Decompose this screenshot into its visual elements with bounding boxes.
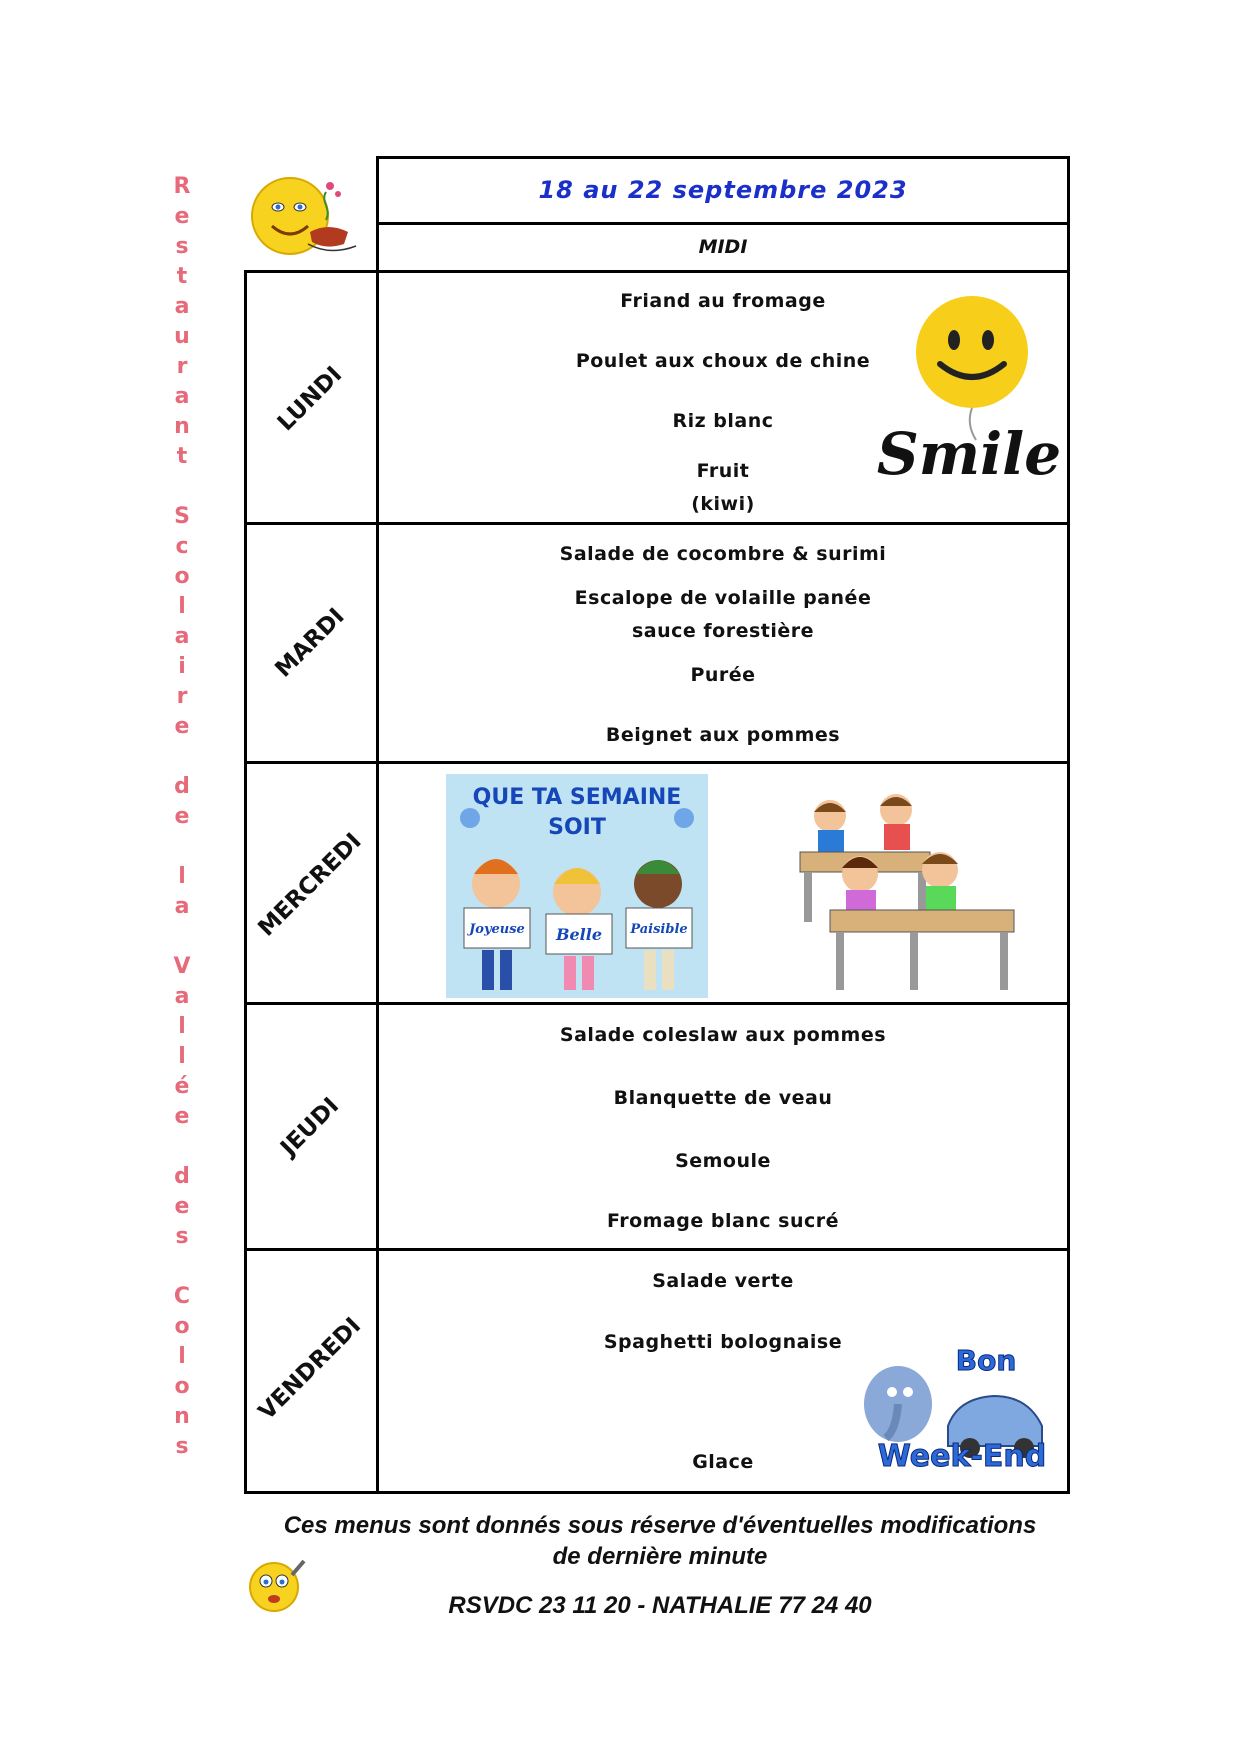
- day-tuesday: MARDI: [270, 603, 350, 683]
- smiley-flower-icon: [248, 172, 373, 262]
- dish: (kiwi): [691, 493, 755, 515]
- smile-text: Smile: [876, 420, 1062, 488]
- day-friday: VENDREDI: [253, 1312, 367, 1426]
- dish: Riz blanc: [672, 410, 774, 432]
- side-title-letter: l: [178, 1014, 186, 1039]
- side-title-letter: a: [174, 384, 190, 409]
- svg-text:SOIT: SOIT: [548, 815, 606, 840]
- dish: Spaghetti bolognaise: [603, 1331, 843, 1353]
- day-wednesday: MERCREDI: [253, 828, 367, 942]
- side-title-gap: [168, 922, 196, 952]
- side-title-letter: n: [174, 414, 190, 439]
- svg-text:Belle: Belle: [555, 925, 603, 944]
- dish: Glace: [692, 1451, 754, 1473]
- side-title-letter: n: [174, 1404, 190, 1429]
- side-title: [168, 172, 196, 1462]
- dish: Friand au fromage: [620, 290, 826, 312]
- side-title-letter: e: [174, 714, 190, 739]
- side-title-letter: s: [175, 1224, 189, 1249]
- side-title-letter: d: [174, 1164, 190, 1189]
- side-title-letter: e: [174, 204, 190, 229]
- dish: Salade verte: [652, 1270, 794, 1292]
- dish: Semoule: [675, 1150, 771, 1172]
- side-title-gap: [168, 832, 196, 862]
- side-title-gap: [168, 1132, 196, 1162]
- svg-text:Week-End: Week-End: [877, 1439, 1047, 1474]
- side-title-letter: t: [176, 264, 188, 289]
- side-title-letter: s: [175, 1434, 189, 1459]
- side-title-gap: [168, 1252, 196, 1282]
- dish: Escalope de volaille panée: [574, 587, 872, 609]
- side-title-letter: R: [173, 174, 191, 199]
- contact-line: RSVDC 23 11 20 - NATHALIE 77 24 40: [448, 1592, 872, 1619]
- side-title-letter: l: [178, 1044, 186, 1069]
- dish: Fromage blanc sucré: [606, 1210, 840, 1232]
- side-title-letter: r: [176, 684, 188, 709]
- side-title-gap: [168, 742, 196, 772]
- side-title-letter: a: [174, 294, 190, 319]
- side-title-letter: t: [176, 444, 188, 469]
- side-title-letter: a: [174, 624, 190, 649]
- dish: Blanquette de veau: [613, 1087, 833, 1109]
- day-monday: LUNDI: [272, 361, 348, 437]
- classroom-kids-image: [790, 782, 1016, 996]
- dish: Beignet aux pommes: [605, 724, 841, 746]
- side-title-letter: é: [174, 1074, 190, 1099]
- side-title-letter: i: [178, 654, 186, 679]
- side-title-letter: e: [174, 1194, 190, 1219]
- side-title-letter: l: [178, 864, 186, 889]
- side-title-letter: l: [178, 594, 186, 619]
- dish: Salade coleslaw aux pommes: [559, 1024, 887, 1046]
- side-title-letter: r: [176, 354, 188, 379]
- service-label: MIDI: [698, 236, 748, 258]
- dish: Fruit: [696, 460, 750, 482]
- side-title-letter: e: [174, 1104, 190, 1129]
- side-title-letter: e: [174, 804, 190, 829]
- svg-text:Joyeuse: Joyeuse: [469, 922, 525, 937]
- svg-text:QUE TA SEMAINE: QUE TA SEMAINE: [472, 785, 682, 810]
- disclaimer-line-1: Ces menus sont donnés sous réserve d'éventuelles modifications: [283, 1512, 1037, 1539]
- side-title-letter: a: [174, 894, 190, 919]
- side-title-letter: a: [174, 984, 190, 1009]
- day-thursday: JEUDI: [275, 1092, 345, 1162]
- side-title-letter: c: [175, 534, 189, 559]
- side-title-letter: V: [173, 954, 191, 979]
- date-range: 18 au 22 septembre 2023: [538, 176, 908, 204]
- svg-text:Bon: Bon: [955, 1344, 1017, 1377]
- side-title-letter: o: [174, 1314, 190, 1339]
- side-title-gap: [168, 472, 196, 502]
- smile-balloon-image: [876, 294, 1062, 492]
- side-title-letter: u: [174, 324, 190, 349]
- disclaimer-line-2: de dernière minute: [552, 1543, 768, 1570]
- side-title-letter: s: [175, 234, 189, 259]
- dish: Salade de cocombre & surimi: [559, 543, 887, 565]
- week-poster-image: [446, 774, 708, 998]
- svg-text:Paisible: Paisible: [630, 922, 688, 937]
- side-title-letter: l: [178, 1344, 186, 1369]
- side-title-letter: S: [174, 504, 190, 529]
- dish: sauce forestière: [631, 620, 815, 642]
- side-title-letter: o: [174, 564, 190, 589]
- side-title-letter: o: [174, 1374, 190, 1399]
- weekend-image: [858, 1334, 1058, 1474]
- side-title-letter: C: [173, 1284, 191, 1309]
- side-title-letter: d: [174, 774, 190, 799]
- dish: Poulet aux choux de chine: [575, 350, 871, 372]
- dish: Purée: [690, 664, 756, 686]
